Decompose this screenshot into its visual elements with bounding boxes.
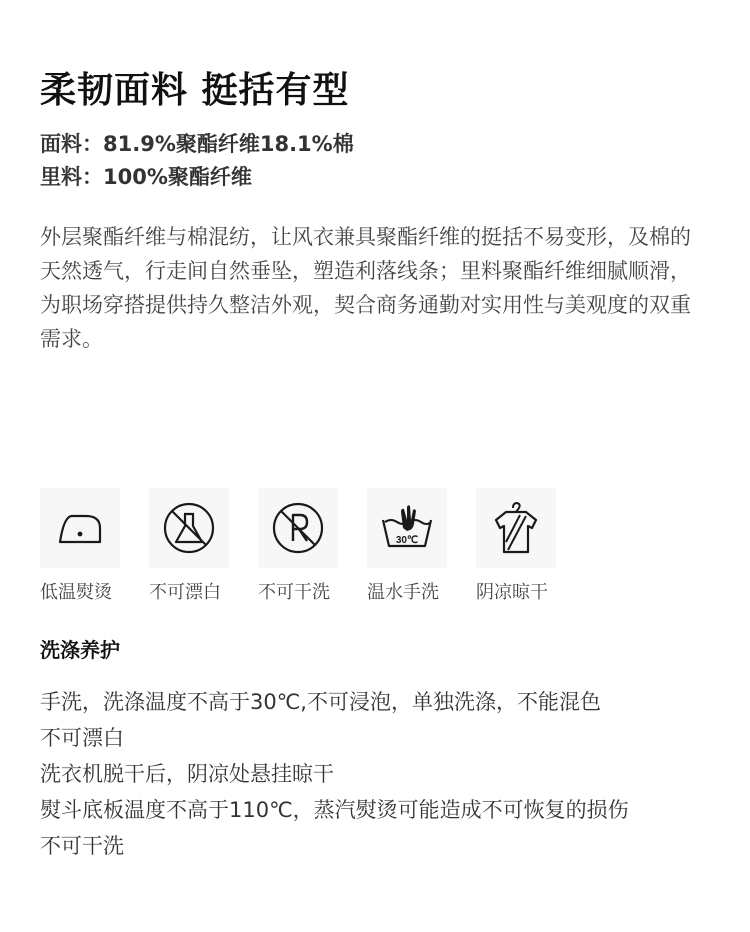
- lining-fabric-spec: 里料：100%聚酯纤维: [40, 165, 252, 189]
- care-icon-label: 低温熨烫: [40, 582, 112, 603]
- care-instruction-item: 不可干洗: [40, 834, 124, 858]
- outer-fabric-spec: 面料：81.9%聚酯纤维18.1%棉: [40, 132, 354, 156]
- shade-dry-hanging-icon: [476, 488, 556, 568]
- care-instruction-item: 洗衣机脱干后，阴凉处悬挂晾干: [40, 762, 334, 786]
- no-dry-clean-icon: [258, 488, 338, 568]
- care-instructions-list: [40, 684, 629, 864]
- care-icon-item: [40, 488, 120, 604]
- care-icon-item: [258, 488, 338, 604]
- care-icons-row: [40, 488, 585, 604]
- care-icon-label: 阴凉晾干: [476, 582, 548, 603]
- care-icon-item: [367, 488, 447, 604]
- care-instruction-item: 手洗，洗涤温度不高于30℃,不可浸泡，单独洗涤，不能混色: [40, 690, 601, 714]
- care-icon-item: [476, 488, 556, 604]
- care-instruction-item: 熨斗底板温度不高于110℃，蒸汽熨烫可能造成不可恢复的损伤: [40, 798, 629, 822]
- fabric-description: 外层聚酯纤维与棉混纺，让风衣兼具聚酯纤维的挺括不易变形，及棉的天然透气，行走间自然垂坠，塑造利落线条；里料聚酯纤维细腻顺滑，为职场穿搭提供持久整洁外观，契合商务通勤对实用性与美观度的双重需求。: [40, 225, 691, 351]
- no-bleach-icon: [149, 488, 229, 568]
- care-icon-label: 温水手洗: [367, 582, 439, 603]
- care-section-title: 洗涤养护: [40, 638, 120, 662]
- care-icon-label: 不可干洗: [258, 582, 330, 603]
- care-icon-label: 不可漂白: [149, 582, 221, 603]
- wash-temperature-label: 30℃: [395, 535, 419, 546]
- care-icon-item: [149, 488, 229, 604]
- care-instruction-item: 不可漂白: [40, 726, 124, 750]
- hand-wash-30-icon: [367, 488, 447, 568]
- page-title: 柔韧面料 挺括有型: [40, 70, 350, 111]
- low-temp-iron-icon: [40, 488, 120, 568]
